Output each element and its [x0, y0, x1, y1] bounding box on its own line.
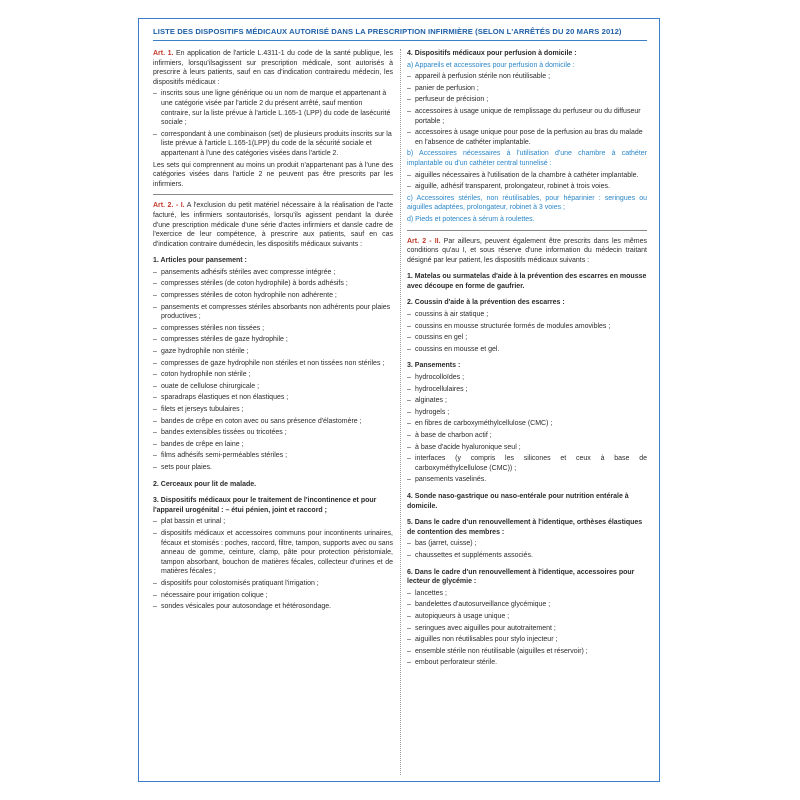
article-1-text: En application de l'article L.4311-1 du code de la santé publique, les infirmiers, lorsqu'ilsagissent sur prescription médicale, sont autorisés à prescrire à leurs patients, sauf en cas d'indication contrairedu médecin, les dispositifs médicaux : — [153, 50, 394, 86]
list-item: – gaze hydrophile non stérile ; — [153, 347, 393, 357]
list-item: – alginates ; — [407, 396, 647, 406]
article-1-label: Art. 1. — [153, 50, 174, 57]
list-item: – films adhésifs semi-perméables stériles ; — [153, 451, 393, 461]
subsection-d: d) Pieds et potences à sérum à roulettes. — [407, 215, 535, 223]
subsection-a: a) Appareils et accessoires pour perfusion à domicile : — [407, 61, 575, 69]
article-2-ii-label: Art. 2 - II. — [407, 237, 441, 245]
list-item: – sets pour plaies. — [153, 463, 393, 473]
right-column — [407, 49, 647, 670]
list-item: – pansements vaselinés. — [407, 475, 647, 485]
list-item: – filets et jerseys tubulaires ; — [153, 405, 393, 415]
list-item: – interfaces (y compris les silicones et ceux à base de carboxyméthylcellulose (CMC)) ; — [407, 454, 647, 473]
glycemie-list — [407, 589, 647, 668]
list-item: – accessoires à usage unique de remplissage du perfuseur ou du diffuseur portable ; — [407, 107, 647, 126]
section-heading: 3. Dispositifs médicaux pour le traitement de l'incontinence et pour l'appareil urogénital : – étui pénien, joint et raccord ; — [153, 497, 377, 514]
section-heading: 2. Cerceaux pour lit de malade. — [153, 480, 257, 488]
list-item: – bandelettes d'autosurveillance glycémique ; — [407, 600, 647, 610]
list-item: – coussins en mousse structurée formés de modules amovibles ; — [407, 322, 647, 332]
list-item: – bandes de crêpe en coton avec ou sans présence d'élastomère ; — [153, 417, 393, 427]
pansement-list — [153, 268, 393, 473]
incontinence-list — [153, 517, 393, 611]
left-column — [153, 49, 393, 614]
article-2-ii-text: Par ailleurs, peuvent également être prescrits dans les mêmes conditions qu'au I, et sous réserve d'une information du médecin traitant désigné par leur patient, les dispositifs médicaux suivants : — [407, 237, 647, 264]
article-2-i — [153, 201, 393, 249]
article-2-ii — [407, 237, 647, 266]
coussin-list — [407, 310, 647, 354]
list-item: – aiguilles nécessaires à l'utilisation de la chambre à cathéter implantable. — [407, 171, 647, 181]
article-1-list — [153, 89, 393, 158]
subsection-b: b) Accessoires nécessaires à l'utilisation d'une chambre à cathéter implantable ou d'un cathéter central tunnelisé : — [407, 150, 647, 167]
subsection-c: c) Accessoires stériles, non réutilisables, pour héparinier : seringues ou aiguilles adaptées, prolongateur, robinet à 3 voies ; — [407, 194, 647, 212]
article-1 — [153, 49, 393, 87]
list-item: – coussins en mousse et gel. — [407, 345, 647, 355]
list-item: – hydrocellulaires ; — [407, 385, 647, 395]
list-item: – dispositifs pour colostomisés pratiquant l'irrigation ; — [153, 579, 393, 589]
list-item: – à base de charbon actif ; — [407, 431, 647, 441]
perfusion-list-b — [407, 171, 647, 192]
list-item: – panier de perfusion ; — [407, 84, 647, 94]
list-item: – accessoires à usage unique pour pose de la perfusion au bras du malade en l'absence de cathéter implantable. — [407, 128, 647, 147]
list-item: – appareil à perfusion stérile non réutilisable ; — [407, 72, 647, 82]
list-item: – compresses de gaze hydrophile non stériles et non tissées non stériles ; — [153, 359, 393, 369]
list-item: – compresses stériles (de coton hydrophile) à bords adhésifs ; — [153, 279, 393, 289]
list-item: – hydrocolloïdes ; — [407, 373, 647, 383]
section-separator — [153, 194, 393, 195]
section-heading: 4. Sonde naso-gastrique ou naso-entérale pour nutrition entérale à domicile. — [407, 492, 629, 510]
list-item: – nécessaire pour irrigation colique ; — [153, 591, 393, 601]
list-item: – ouate de cellulose chirurgicale ; — [153, 382, 393, 392]
section-heading: 4. Dispositifs médicaux pour perfusion à domicile : — [407, 50, 577, 57]
list-item: – autopiqueurs à usage unique ; — [407, 612, 647, 622]
list-item: – embout perforateur stérile. — [407, 658, 647, 668]
column-divider — [400, 49, 401, 775]
list-item: – bas (jarret, cuisse) ; — [407, 539, 647, 549]
list-item: – seringues avec aiguilles pour autotraitement ; — [407, 624, 647, 634]
list-item: – sparadraps élastiques et non élastiques ; — [153, 393, 393, 403]
list-item: – bandes extensibles tissées ou tricotées ; — [153, 428, 393, 438]
section-heading: 1. Matelas ou surmatelas d'aide à la prévention des escarres en mousse avec découpe en forme de gaufrier. — [407, 273, 647, 290]
list-item: – dispositifs médicaux et accessoires communs pour incontinents urinaires, fécaux et stomisés : poches, raccord, filtre, tampon, supports avec ou sans anneau de gomme, ceinture, clamp, pâte pour protection péristomiale, tampon absorbant, bouchon de matières fécales, collecteur d'urines et de matières fécales ; — [153, 529, 393, 577]
list-item: – lancettes ; — [407, 589, 647, 599]
list-item: – sondes vésicales pour autosondage et hétérosondage. — [153, 602, 393, 612]
list-item: – chaussettes et suppléments associés. — [407, 551, 647, 561]
section-heading: 3. Pansements : — [407, 362, 461, 370]
section-heading: 5. Dans le cadre d'un renouvellement à l'identique, orthèses élastiques de contention des membres : — [407, 519, 643, 536]
contention-list — [407, 539, 647, 560]
list-item: – correspondant à une combinaison (set) de plusieurs produits inscrits sur la liste prévue à l'article L.165-1(LPP) du code de la sécurité sociale et appartenant à l'une des catégories visées dans l'article 2. — [153, 130, 393, 159]
list-item: – coussins à air statique ; — [407, 310, 647, 320]
pansements-list — [407, 373, 647, 485]
list-item: – perfuseur de précision ; — [407, 95, 647, 105]
title-divider — [153, 40, 647, 41]
list-item: – plat bassin et urinal ; — [153, 517, 393, 527]
perfusion-list-a — [407, 72, 647, 147]
document-title: LISTE DES DISPOSITIFS MÉDICAUX AUTORISÉ DANS LA PRESCRIPTION INFIRMIÈRE (SELON L'ARRÊTÉS DU 20 MARS 2012) — [153, 27, 622, 36]
list-item: – compresses stériles de coton hydrophile non adhérente ; — [153, 291, 393, 301]
list-item: – compresses stériles de gaze hydrophile ; — [153, 335, 393, 345]
section-separator — [407, 230, 647, 231]
list-item: – hydrogels ; — [407, 408, 647, 418]
section-heading: 1. Articles pour pansement : — [153, 257, 247, 265]
list-item: – à base d'acide hyaluronique seul ; — [407, 443, 647, 453]
list-item: – coton hydrophile non stérile ; — [153, 370, 393, 380]
document-sheet — [138, 18, 660, 782]
list-item: – aiguille, adhésif transparent, prolongateur, robinet à trois voies. — [407, 182, 647, 192]
list-item: – aiguilles non réutilisables pour stylo injecteur ; — [407, 635, 647, 645]
section-heading: 2. Coussin d'aide à la prévention des escarres : — [407, 299, 565, 307]
article-2-i-text: A l'exclusion du petit matériel nécessaire à la réalisation de l'acte facturé, les infirmiers sontautorisés, lorsqu'ils agissent pendant la durée d'une prescription médicale d'une série d'actes infirmiers et danslе cadre de l'exercice de leur compétence, à prescrire aux patients, sauf en cas d'indication contraire dumédecin, les dispositifs médicaux suivants : — [153, 202, 393, 248]
list-item: – compresses stériles non tissées ; — [153, 324, 393, 334]
article-1-sets-note: Les sets qui comprennent au moins un produit n'appartenant pas à l'une des catégories visées dans l'article 2 ne peuvent pas être prescrits par les infirmiers. — [153, 161, 393, 188]
section-heading: 6. Dans le cadre d'un renouvellement à l'identique, accessoires pour lecteur de glycémie : — [407, 568, 635, 586]
list-item: – ensemble stérile non réutilisable (aiguilles et réservoir) ; — [407, 647, 647, 657]
list-item: – inscrits sous une ligne générique ou un nom de marque et appartenant à une catégorie visée par l'article 2 du présent arrêté, sauf mention contraire, sur la liste prévue à l'article L.165-1 (LPP) du code de lasécurité sociale ; — [153, 89, 393, 127]
list-item: – bandes de crêpe en laine ; — [153, 440, 393, 450]
list-item: – coussins en gel ; — [407, 333, 647, 343]
list-item: – pansements adhésifs stériles avec compresse intégrée ; — [153, 268, 393, 278]
article-2-i-label: Art. 2. - I. — [153, 202, 185, 210]
list-item: – en fibres de carboxyméthylcellulose (CMC) ; — [407, 419, 647, 429]
list-item: – pansements et compresses stériles absorbants non adhérents pour plaies productives ; — [153, 303, 393, 322]
